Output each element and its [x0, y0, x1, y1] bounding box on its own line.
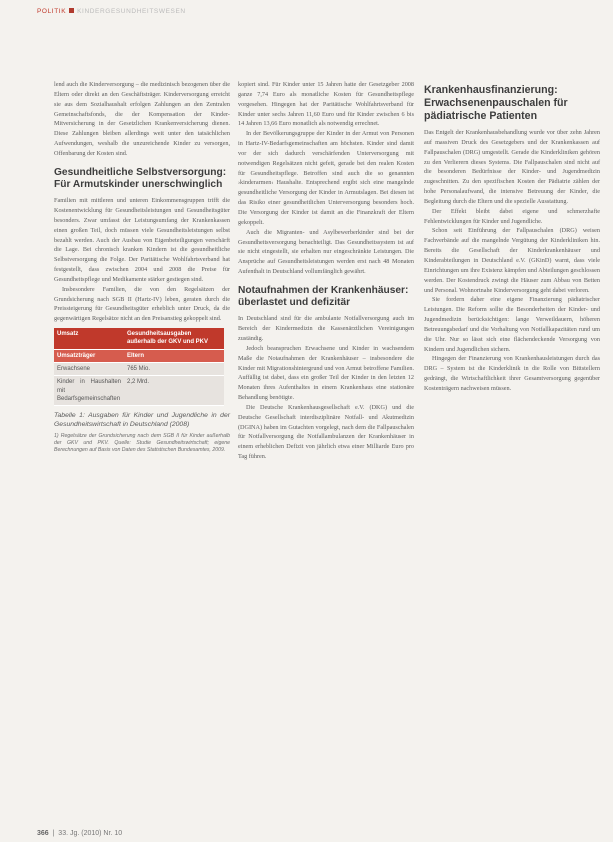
topic-label: KINDERGESUNDHEITSWESEN — [77, 8, 186, 15]
paragraph: Das Entgelt der Krankenhausbehandlung wurde vor über zehn Jahren auf massiven Druck des Gesetzgebers und der Krankenkassen auf Fallpauschalen (DRG) umgestellt. Gerade die Kinderkliniken gehören zu den Verlierern dieses Systems. Die Fallpauschalen sind nicht auf die besonderen Bedürfnisse der Kinder- und Jugendmedizin zugeschnitten. Zu den spezifischen Kosten der Pädiatrie zählen der hohe Personalaufwand, die intensive Betreuung der Kinder, die Begleitung durch die Eltern und die spezielle Ausstattung. — [424, 129, 600, 205]
table-header-left: Umsatz — [54, 328, 124, 349]
running-header — [37, 8, 186, 15]
table-row — [54, 363, 224, 376]
square-marker-icon — [69, 8, 74, 13]
section-label: POLITIK — [37, 8, 67, 15]
table-header-right: Gesundheitsausgaben außerhalb der GKV und PKV — [124, 328, 224, 349]
table-cell: Eltern — [124, 349, 224, 362]
table-cell: Umsatzträger — [54, 349, 124, 362]
section-heading: Gesundheitliche Selbstversorgung: Für Armutskinder unerschwinglich — [54, 166, 227, 190]
page-footer: 366 | 33. Jg. (2010) Nr. 10 — [37, 830, 123, 837]
paragraph: kopiert sind. Für Kinder unter 15 Jahren hatte der Gesetzgeber 2008 ganze 7,74 Euro als monatliche Kosten für Gesundheitspflege vorgesehen. Hingegen hat der Paritätische Wohlfahrtsverband für Kinder unter sechs Jahren 11,60 Euro und für Kinder zwischen 6 bis 14 Jahren 13,66 Euro monatlich als notwendig errechnet. — [238, 81, 414, 128]
paragraph: Schon seit Einführung der Fallpauschalen (DRG) weisen Fachverbände auf die mangelnde Vergütung der Kinderkliniken hin. Bereits die Gesellschaft der Kinderkrankenhäuser und Kinderabteilungen in Deutschland e.V. (GKinD) warnt, dass viele Einrichtungen um ihre Existenz kämpfen und Abteilungen geschlossen werden. Der Kostendruck zwingt die Häuser zum Abbau von Betten und Personal. Wohnortnahe Kinderversorgung geht dabei verloren. — [424, 227, 600, 294]
paragraph: Die Deutsche Krankenhausgesellschaft e.V. (DKG) und die Deutsche Gesellschaft interdisziplinäre Notfall- und Akutmedizin (DGINA) haben im Gutachten vorgelegt, nach dem die Fallpauschalen für Notfallversorgung die Notfallambulanzen der Krankenhäuser in einem erheblichen Defizit von jährlich etwa einer Milliarde Euro pro Tag führen. — [238, 403, 414, 461]
data-table — [54, 328, 224, 406]
paragraph: Auch die Migranten- und Asylbewerberkinder sind bei der Gesundheitsversorgung benachteiligt. Das Gesundheitssystem ist auf sie nicht eingestellt, sie erhalten nur eingeschränkte Leistungen. Die Ansprüche auf Gesundheitsleistungen werden erst nach 48 Monaten Aufenthalt in Deutschland vollumfänglich gewährt. — [238, 228, 414, 276]
paragraph: Jedoch beanspruchen Erwachsene und Kinder in wachsendem Maße die Notaufnahmen der Krankenhäuser – insbesondere die Kinder mit Migrationshintergrund und von Armut betroffene Familien. Auffällig ist dabei, dass ein großer Teil der Kinder in den letzten 12 Monaten ihres Aufenthaltes in einem Krankenhaus eine stationäre Behandlung benötigte. — [238, 344, 414, 402]
paragraph: lend auch die Kinderversorgung – die medizinisch bezogenen über die Eltern oder direkt an den Geschäftsträger. Kinderversorgung erreicht sie aus dem Sozialhaushalt erfolgen Zahlungen an den Zentralen Gemeinschaftsfonds, die der Kompensation der Kinder-Mitversicherung in der Gesetzlichen Krankenversicherung dienen. Diese Zahlungen bleiben allerdings weit unter den tatsächlichen Aufwendungen, weshalb die unzureichende Kinder zu versorgen, Offenbarung der Kosten sind. — [54, 81, 230, 157]
paragraph: Hingegen der Finanzierung von Krankenhausleistungen durch das DRG – System ist die Kinderklinik in die Rolle von Bittstellern gedrängt, die Wirtschaftlichkeit ihrer Gesamtversorgung gegenüber Kostenträgern nachweisen müssen. — [424, 355, 600, 392]
section-heading: Krankenhausfinanzierung: Erwachsenenpauschalen für pädiatrische Patienten — [424, 84, 568, 122]
column-2 — [238, 80, 414, 462]
section-heading: Notaufnahmen der Krankenhäuser: überlastet und defizitär — [238, 284, 409, 309]
table-footnote: 1) Regelsätze der Grundsicherung nach dem SGB II für Kinder außerhalb der GKV und PKV. Quelle: Studie Gesundheitswirtschaft; eigene Berechnungen auf Basis von Daten des Statistischen Bundesamtes, 2009. — [54, 433, 230, 454]
column-3 — [424, 84, 600, 394]
paragraph: In Deutschland sind für die ambulante Notfallversorgung auch im Bereich der Kindermedizin die Kassenärztlichen Vereinigungen zuständig. — [238, 315, 414, 342]
paragraph: Der Effekt bleibt dabei eigene und schmerzhafte Fehlentwicklungen für Kinder und Jugendliche. — [424, 207, 600, 225]
table-cell: Erwachsene — [54, 363, 124, 376]
table-row — [54, 376, 224, 406]
page-number: 366 — [37, 830, 49, 837]
table-cell: Kinder in Haushalten mit Bedarfsgemeinschaften — [54, 376, 124, 406]
table-row — [54, 349, 224, 362]
paragraph: Familien mit mittleren und unteren Einkommensgruppen trifft die Kostenentwicklung für Gesundheitsleistungen und Gesundheitsgüter besonders. Zwar umfasst der Leistungsumfang der Krankenkassen einen großen Teil, doch müssen viele Gesundheitsleistungen selbst bezahlt werden. Auch der Ausbau von Eigenbeteiligungen verschärft die Lage. Bei chronisch kranken Kindern ist die gesundheitliche Selbstversorgung die Folge. Der Paritätische Wohlfahrtsverband hat festgestellt, dass zwischen 2004 und 2008 die Preise für Gesundheitspflege und Medikamente stärker gestiegen sind. — [54, 197, 230, 283]
column-1 — [54, 80, 230, 454]
table-cell: 765 Mio. — [124, 363, 224, 376]
table-cell: 2,2 Mrd. — [124, 376, 224, 406]
table-caption: Tabelle 1: Ausgaben für Kinder und Jugendliche in der Gesundheitswirtschaft in Deutschland (2008) — [54, 412, 230, 428]
paragraph: Sie fordern daher eine eigene Finanzierung pädiatrischer Leistungen. Die Reform sollte die Besonderheiten der Kinder- und Jugendmedizin berücksichtigen: lange Verweildauern, höheren Betreuungsbedarf und die Vorhaltung von Notfallkapazitäten rund um die Uhr. Nur so lässt sich eine flächendeckende Versorgung von Kindern und Jugendlichen sichern. — [424, 296, 600, 353]
paragraph: Insbesondere Familien, die von den Regelsätzen der Grundsicherung nach SGB II (Hartz-IV) leben, geraten durch die Preissteigerung für Gesundheitsgüter erheblich unter Druck, da die gegenwärtigen Regelsätze nicht an den Preisanstieg gekoppelt sind. — [54, 285, 230, 323]
issue-label: 33. Jg. (2010) Nr. 10 — [58, 830, 123, 837]
paragraph: In der Bevölkerungsgruppe der Kinder in der Armut von Personen in Hartz-IV-Bedarfsgemeinschaften am höchsten. Kinder sind damit vor der sich dadurch verschärfenden Unterversorgung mit notwendigen Regelsätzen nicht gefeit, gerade bei den realen Kosten für Gesundheitspflege. Betroffen sind auch die so genannten ›kinderarmen‹ Haushalte. Entsprechend ergibt sich eine mangelnde gesundheitliche Versorgung der Kinder in Armutslagen. Bei diesen ist das Risiko einer gesundheitlichen Unterversorgung besonders hoch. Die Versorgung der Kinder ist damit an die Finanzkraft der Eltern gekoppelt. — [238, 130, 414, 226]
